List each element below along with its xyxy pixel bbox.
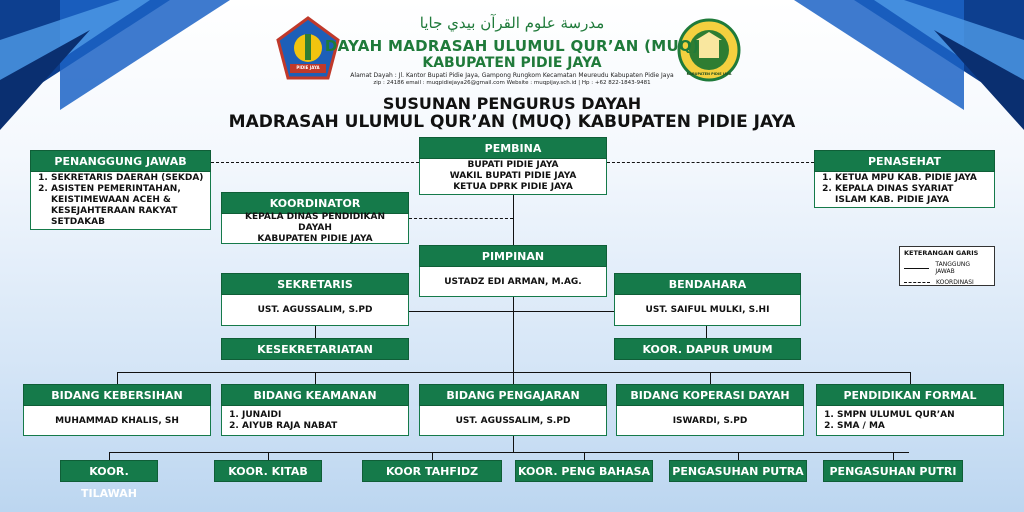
bidang-kebersihan-name: MUHAMMAD KHALIS, SH: [23, 406, 211, 436]
bidang-koperasi-name: ISWARDI, S.PD: [616, 406, 804, 436]
pembina-line: WAKIL BUPATI PIDIE JAYA: [449, 171, 577, 181]
koor-drop-4: [584, 452, 585, 460]
legend-solid-row: [904, 261, 990, 275]
penanggung-jawab-body: [30, 172, 211, 230]
arabic-title: مدرسة علوم القرآن بيدي جايا: [419, 14, 605, 32]
penasehat-item: 2. KEPALA DINAS SYARIAT ISLAM KAB. PIDIE JAYA: [835, 184, 988, 206]
koor-drop-2: [268, 452, 269, 460]
bidang-keamanan-item: 1. JUNAIDI: [242, 410, 337, 421]
legend-solid-label: TANGGUNG JAWAB: [935, 261, 971, 275]
koor-drop-6: [893, 452, 894, 460]
bidang-kebersihan-box: [23, 384, 211, 436]
sekretaris-box: [221, 273, 409, 326]
penanggung-jawab-title: PENANGGUNG JAWAB: [30, 150, 211, 172]
pendidikan-formal-box: [816, 384, 1004, 436]
legend-title: KETERANGAN GARIS: [904, 249, 979, 257]
page-title-line2: MADRASAH ULUMUL QUR’AN (MUQ) KABUPATEN PIDIE JAYA: [228, 112, 796, 132]
sekretaris-name: UST. AGUSSALIM, S.PD: [221, 295, 409, 326]
pengasuhan-putri-pill: PENGASUHAN PUTRI: [823, 460, 963, 482]
pembina-line: BUPATI PIDIE JAYA: [467, 160, 559, 170]
bendahara-box: [614, 273, 801, 326]
penasehat-box: [814, 150, 995, 208]
penasehat-item: 1. KETUA MPU KAB. PIDIE JAYA: [835, 173, 988, 184]
bendahara-name: UST. SAIFUL MULKI, S.HI: [614, 295, 801, 326]
koor-drop-3: [432, 452, 433, 460]
bidang-keamanan-box: [221, 384, 409, 436]
bus-drop-5: [910, 372, 911, 384]
pembina-line: KETUA DPRK PIDIE JAYA: [453, 182, 573, 192]
koordinator-dash: [409, 218, 513, 219]
dayah-title: DAYAH MADRASAH ULUMUL QUR’AN (MUQ): [324, 37, 700, 55]
koor-peng-bahasa-pill: KOOR. PENG BAHASA: [515, 460, 653, 482]
legend-solid-sample: [904, 268, 929, 269]
legend-dashed-label: KOORDINASI: [936, 279, 974, 286]
koor-drop-1: [109, 452, 110, 460]
bidang-pengajaran-box: [419, 384, 607, 436]
sek-kesek-line: [315, 326, 316, 338]
koordinator-body: [221, 214, 409, 244]
pembina-pimpinan-line: [513, 192, 514, 245]
pendidikan-formal-title: PENDIDIKAN FORMAL: [816, 384, 1004, 406]
pembina-title: PEMBINA: [419, 137, 607, 159]
legend-dashed-sample: [904, 282, 930, 283]
bidang-keamanan-title: BIDANG KEAMANAN: [221, 384, 409, 406]
bidang-kebersihan-title: BIDANG KEBERSIHAN: [23, 384, 211, 406]
pendidikan-formal-body: [816, 406, 1004, 436]
koor-bus-line: [109, 452, 909, 453]
kesekretariatan-pill: KESEKRETARIATAN: [221, 338, 409, 360]
bidang-keamanan-body: [221, 406, 409, 436]
koor-dapur-pill: KOOR. DAPUR UMUM: [614, 338, 801, 360]
pimpinan-name: USTADZ EDI ARMAN, M.AG.: [419, 267, 607, 297]
koor-kitab-pill: KOOR. KITAB: [214, 460, 322, 482]
koor-drop-5: [738, 452, 739, 460]
bidang-pengajaran-name: UST. AGUSSALIM, S.PD: [419, 406, 607, 436]
penanggung-jawab-item: 1. SEKRETARIS DAERAH (SEKDA): [51, 173, 204, 184]
pengasuhan-putra-pill: PENGASUHAN PUTRA: [669, 460, 807, 482]
bus-drop-4: [710, 372, 711, 384]
address-line: Alamat Dayah : Jl. Kantor Bupati Pidie Jaya, Gampong Rungkom Kecamatan Meureudu Kabupaten Pidie Jaya: [350, 72, 674, 79]
bidang-koperasi-box: [616, 384, 804, 436]
bus-drop-1: [117, 372, 118, 384]
pidie-jaya-logo-text: PIDIE JAYA: [296, 65, 320, 70]
bidang-pengajaran-title: BIDANG PENGAJARAN: [419, 384, 607, 406]
sekretaris-title: SEKRETARIS: [221, 273, 409, 295]
penanggung-jawab-box: [30, 150, 211, 230]
pembina-body: [419, 159, 607, 195]
pembina-penasehat-dash: [607, 162, 814, 163]
koordinator-box: [221, 192, 409, 244]
bendahara-title: BENDAHARA: [614, 273, 801, 295]
bus-drop-2: [315, 372, 316, 384]
line-legend: [899, 246, 995, 286]
bidang-koperasi-title: BIDANG KOPERASI DAYAH: [616, 384, 804, 406]
pengajaran-koor-line: [513, 436, 514, 452]
pendidikan-formal-item: 1. SMPN ULUMUL QUR’AN: [837, 410, 955, 421]
regency-title: KABUPATEN PIDIE JAYA: [422, 55, 602, 71]
ben-dapur-line: [706, 326, 707, 338]
koordinator-line: KABUPATEN PIDIE JAYA: [257, 234, 373, 244]
koor-tilawah-pill: KOOR. TILAWAH: [60, 460, 158, 482]
sek-ben-line: [409, 311, 614, 312]
penasehat-body: [814, 172, 995, 208]
pembina-box: [419, 137, 607, 195]
koordinator-title: KOORDINATOR: [221, 192, 409, 214]
contact-line: zip : 24186 email : muqpidiejaya26@gmail.com Website : muqpijay.sch.id | Hp : +62 822-1843-9481: [373, 80, 651, 86]
penasehat-title: PENASEHAT: [814, 150, 995, 172]
pendidikan-formal-item: 2. SMA / MA: [837, 421, 955, 432]
page-title-line1: SUSUNAN PENGURUS DAYAH: [382, 94, 642, 113]
muq-logo-text: KABUPATEN PIDIE JAYA: [686, 72, 732, 76]
pimpinan-box: [419, 245, 607, 297]
koor-tahfidz-pill: KOOR TAHFIDZ: [362, 460, 502, 482]
koordinator-line: KEPALA DINAS PENDIDIKAN DAYAH: [244, 212, 385, 233]
bidang-bus-line: [117, 372, 910, 373]
pj-pembina-dash: [211, 162, 419, 163]
penanggung-jawab-item: 2. ASISTEN PEMERINTAHAN, KEISTIMEWAAN ACEH & KESEJAHTERAAN RAKYAT SETDAKAB: [51, 184, 204, 228]
pimpinan-title: PIMPINAN: [419, 245, 607, 267]
legend-dashed-row: [904, 279, 990, 286]
bidang-keamanan-item: 2. AIYUB RAJA NABAT: [242, 421, 337, 432]
